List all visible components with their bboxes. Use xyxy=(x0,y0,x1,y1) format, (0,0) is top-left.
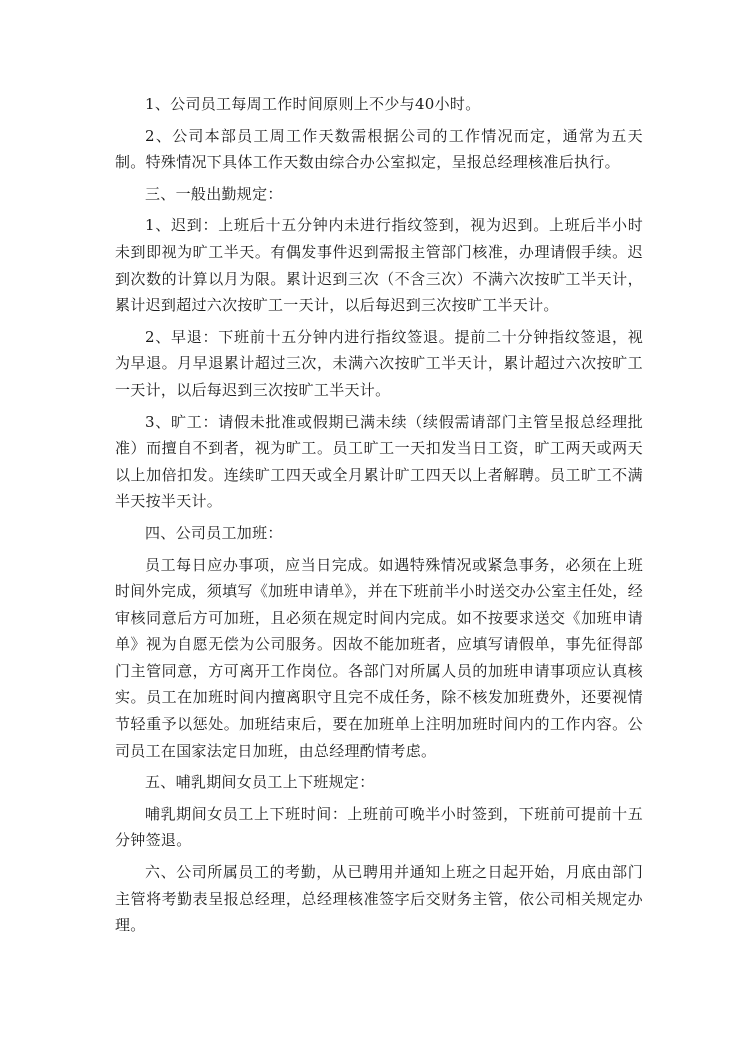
rule-absence: 3、旷工：请假未批准或假期已满未续（续假需请部门主管呈报总经理批准）而擅自不到者，视为旷工。员工旷工一天扣发当日工资，旷工两天或两天以上加倍扣发。连续旷工四天或全月累计旷工四天以上者解聘。员工旷工不满半天按半天计。 xyxy=(115,412,643,511)
rule-overtime: 员工每日应办事项，应当日完成。如遇特殊情况或紧急事务，必须在上班时间外完成，须填写《加班申请单》，并在下班前半小时送交办公室主任处，经审核同意后方可加班，且必须在规定时间内完成。如不按要求送交《加班申请单》视为自愿无偿为公司服务。因故不能加班者，应填写请假单，事先征得部门主管同意，方可离开工作岗位。各部门对所属人员的加班申请事项应认真核实。员工在加班时间内擅离职守且完不成任务，除不核发加班费外，还要视情节轻重予以惩处。加班结束后，要在加班单上注明加班时间内的工作内容。公司员工在国家法定日加班，由总经理酌情考虑。 xyxy=(115,555,644,760)
section-heading-overtime: 四、公司员工加班： xyxy=(145,523,283,542)
rule-nursing-hours: 哺乳期间女员工上下班时间：上班前可晚半小时签到，下班前可提前十五分钟签退。 xyxy=(115,804,643,850)
rule-attendance-records: 六、公司所属员工的考勤，从已聘用并通知上班之日起开始，月底由部门主管将考勤表呈报总经理，总经理核准签字后交财务主管，依公司相关规定办理。 xyxy=(115,863,643,935)
rule-late: 1、迟到：上班后十五分钟内未进行指纹签到，视为迟到。上班后半小时未到即视为旷工半天。有偶发事件迟到需报主管部门核准，办理请假手续。迟到次数的计算以月为限。累计迟到三次（不含三次）不满六次按旷工半天计，累计迟到超过六次按旷工一天计，以后每迟到三次按旷工半天计。 xyxy=(115,216,643,315)
rule-weekly-hours: 1、公司员工每周工作时间原则上不少与40小时。 xyxy=(145,95,481,113)
rule-work-days: 2、公司本部员工周工作天数需根据公司的工作情况而定，通常为五天制。特殊情况下具体工作天数由综合办公室拟定，呈报总经理核准后执行。 xyxy=(115,126,643,172)
section-heading-nursing: 五、哺乳期间女员工上下班规定： xyxy=(145,773,375,792)
section-heading-attendance: 三、一般出勤规定： xyxy=(145,184,283,203)
document-page xyxy=(115,91,643,939)
rule-early-leave: 2、早退：下班前十五分钟内进行指纹签退。提前二十分钟指纹签退，视为早退。月早退累计超过三次，未满六次按旷工半天计，累计超过六次按旷工一天计，以后每迟到三次按旷工半天计。 xyxy=(115,327,643,399)
